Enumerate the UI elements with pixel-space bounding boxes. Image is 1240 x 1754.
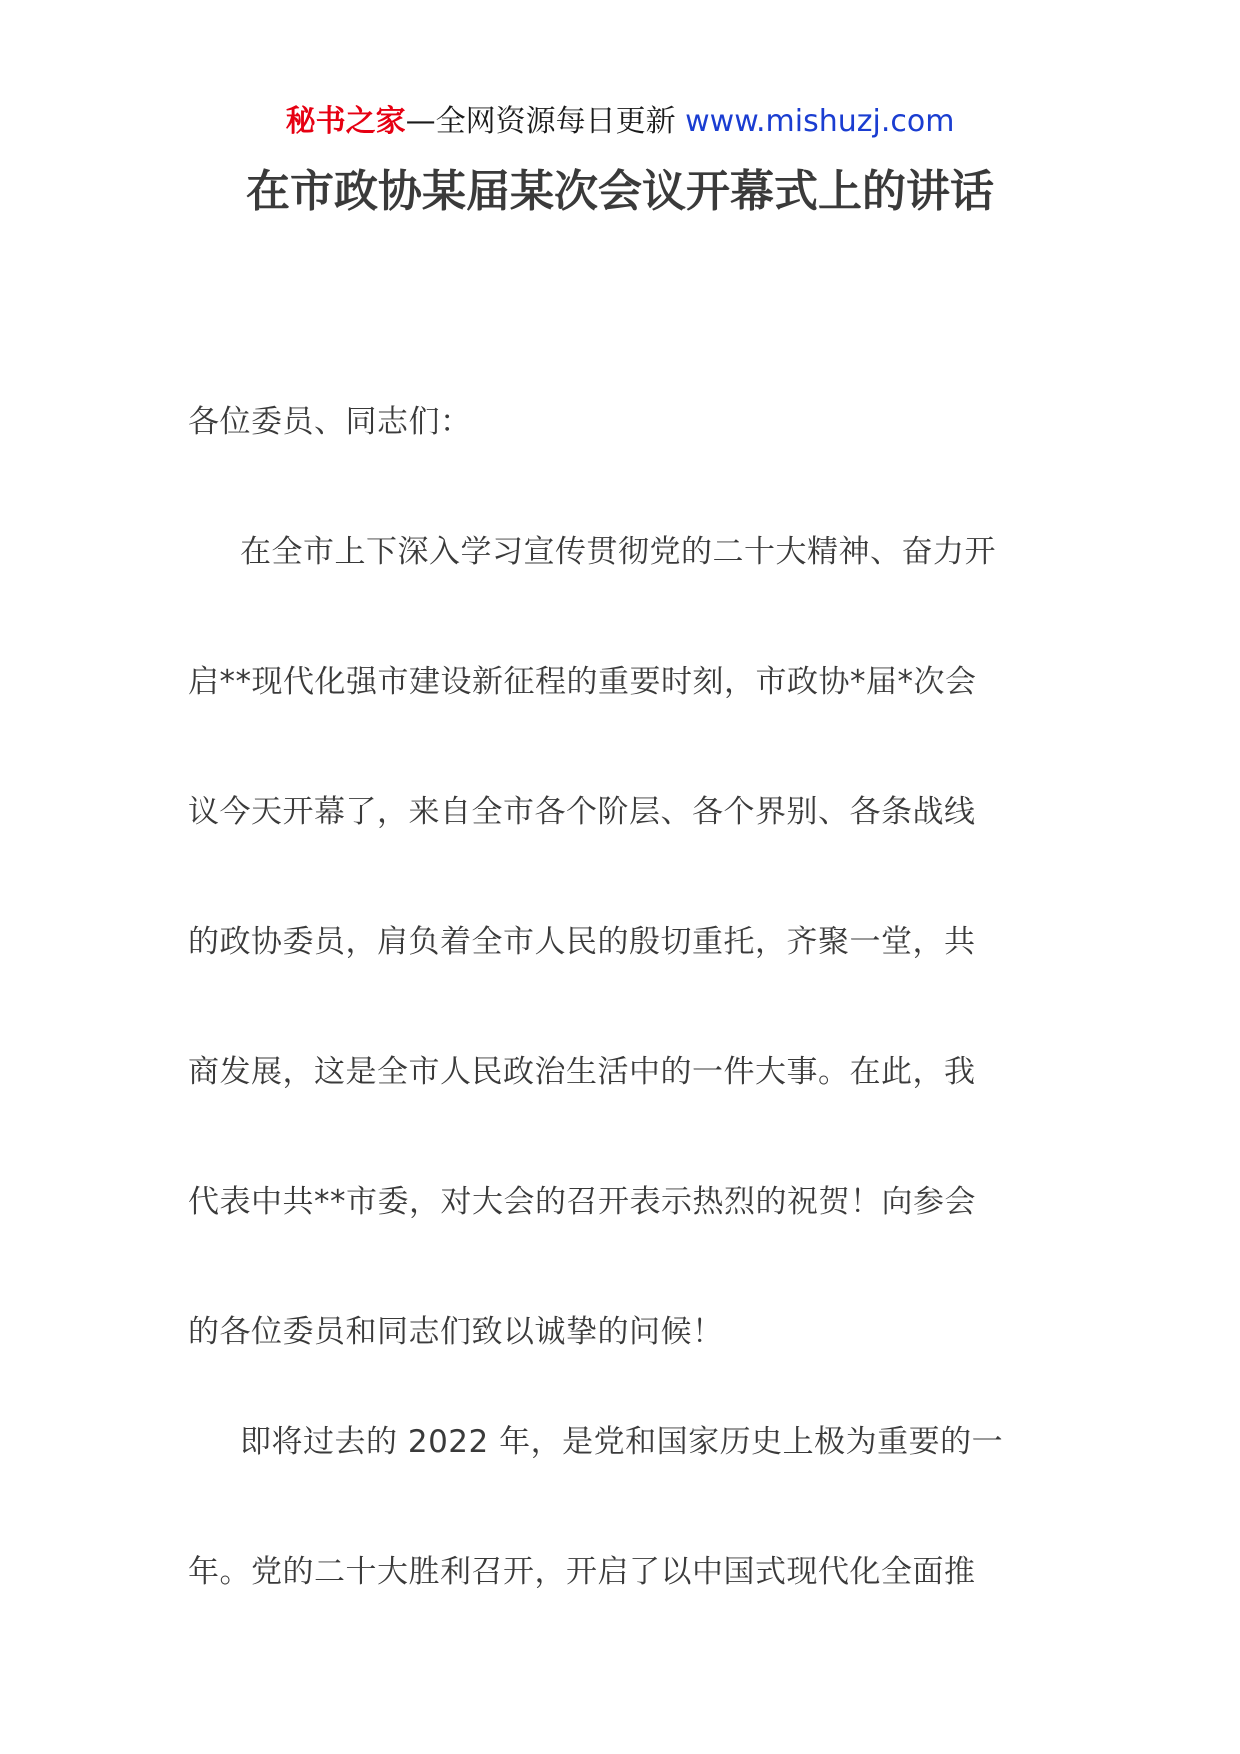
paragraph-line: 的政协委员，肩负着全市人民的殷切重托，齐聚一堂，共 [188,924,976,960]
paragraph-line: 议今天开幕了，来自全市各个阶层、各个界别、各条战线 [188,794,976,830]
paragraph-line: 年。党的二十大胜利召开，开启了以中国式现代化全面推 [188,1554,976,1590]
site-url-link[interactable]: www.mishuzj.com [685,104,955,139]
paragraph-line: 即将过去的 2022 年，是党和国家历史上极为重要的一 [240,1424,1004,1460]
paragraph-line: 在全市上下深入学习宣传贯彻党的二十大精神、奋力开 [240,534,996,570]
slogan: —全网资源每日更新 [405,104,676,139]
paragraph-line: 商发展，这是全市人民政治生活中的一件大事。在此，我 [188,1054,976,1090]
paragraph-line: 的各位委员和同志们致以诚挚的问候！ [188,1314,724,1350]
brand-name: 秘书之家 [285,104,406,139]
greeting-line: 各位委员、同志们： [188,404,472,440]
speech-body [188,396,1056,1676]
paragraph-line: 启**现代化强市建设新征程的重要时刻，市政协*届*次会 [188,664,977,700]
site-header [0,100,1240,144]
document-title: 在市政协某届某次会议开幕式上的讲话 [246,166,994,217]
paragraph-line: 代表中共**市委，对大会的召开表示热烈的祝贺！向参会 [188,1184,976,1220]
